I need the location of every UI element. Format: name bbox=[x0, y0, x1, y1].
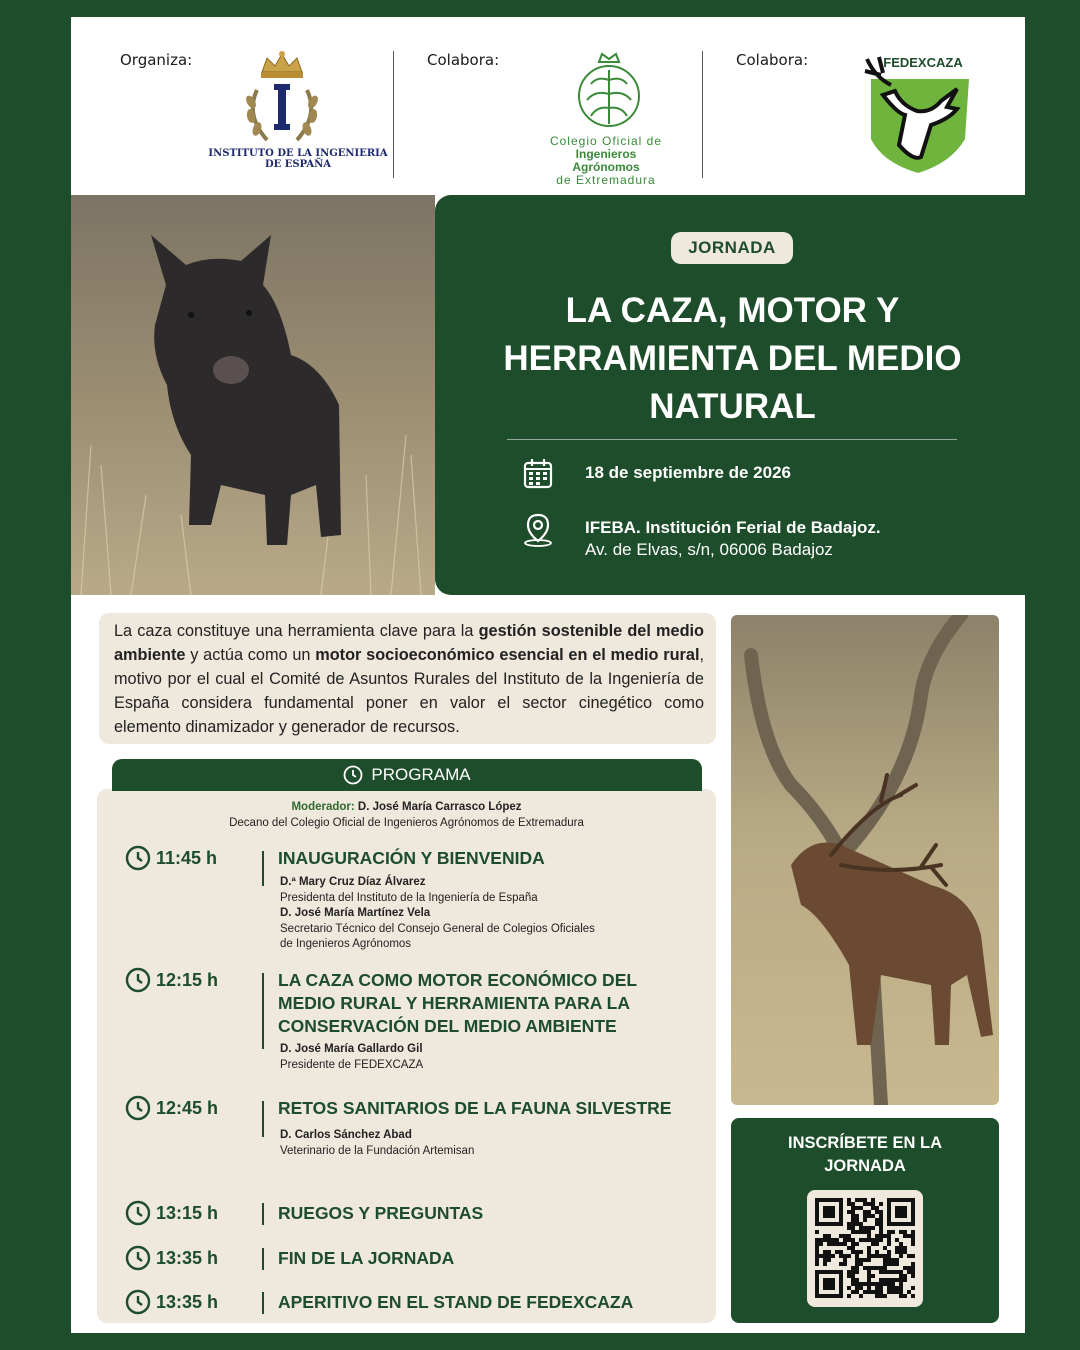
intro-text-2: y actúa como un bbox=[185, 646, 316, 664]
divider bbox=[262, 1248, 264, 1270]
event-hero bbox=[435, 195, 1025, 595]
calendar-icon bbox=[523, 457, 553, 489]
program-heading bbox=[112, 759, 702, 791]
slot-time bbox=[125, 1245, 218, 1271]
divider bbox=[393, 51, 394, 178]
slot-title: APERITIVO EN EL STAND DE FEDEXCAZA bbox=[278, 1292, 634, 1312]
fedexcaza-logo-icon bbox=[861, 53, 976, 175]
divider bbox=[507, 439, 957, 440]
event-type-badge: JORNADA bbox=[671, 232, 793, 264]
divider bbox=[262, 1292, 264, 1314]
speaker-role: de Ingenieros Agrónomos bbox=[280, 938, 412, 950]
location-pin-icon bbox=[522, 513, 554, 547]
divider bbox=[262, 1203, 264, 1225]
speaker-name: D. José María Martínez Vela bbox=[280, 907, 431, 919]
clock-icon bbox=[125, 1289, 151, 1315]
event-date: 18 de septiembre de 2026 bbox=[585, 463, 792, 482]
red-deer-photo bbox=[731, 615, 999, 1105]
intro-box bbox=[99, 613, 716, 744]
coiae-name bbox=[541, 135, 671, 187]
title-line3: NATURAL bbox=[649, 387, 816, 426]
slot-speakers bbox=[280, 1128, 700, 1159]
venue-address: Av. de Elvas, s/n, 06006 Badajoz bbox=[585, 540, 833, 559]
registration-line2: JORNADA bbox=[824, 1157, 906, 1175]
coiae-line3: de Extremadura bbox=[556, 173, 656, 187]
speaker-role: Presidenta del Instituto de la Ingeniería de España bbox=[280, 891, 538, 904]
slot-title: RUEGOS Y PREGUNTAS bbox=[278, 1203, 484, 1223]
organiza-label: Organiza: bbox=[120, 51, 193, 69]
coiae-line1: Colegio Oficial de bbox=[549, 134, 663, 148]
slot-time-label: 12:15 h bbox=[156, 969, 219, 990]
slot-time bbox=[125, 1095, 218, 1121]
colabora-label-2: Colabora: bbox=[736, 51, 809, 69]
program-box bbox=[97, 789, 716, 1323]
clock-icon bbox=[125, 967, 151, 993]
slot-time-label: 13:35 h bbox=[156, 1247, 219, 1268]
slot-time bbox=[125, 967, 218, 993]
slot-title: RETOS SANITARIOS DE LA FAUNA SILVESTRE bbox=[278, 1098, 672, 1118]
clock-icon bbox=[125, 845, 151, 871]
slot-title: FIN DE LA JORNADA bbox=[278, 1248, 455, 1268]
ie-name bbox=[193, 148, 403, 170]
slot-time-label: 12:45 h bbox=[156, 1097, 219, 1118]
divider bbox=[262, 851, 264, 886]
qr-code-icon[interactable] bbox=[815, 1198, 915, 1298]
fedexcaza-logo-text: FEDEXCAZA bbox=[883, 55, 963, 70]
clock-icon bbox=[343, 765, 363, 785]
slot-time bbox=[125, 845, 217, 871]
slot-title bbox=[278, 969, 708, 1038]
slot-time-label: 13:35 h bbox=[156, 1291, 219, 1312]
intro-text bbox=[114, 619, 704, 739]
coiae-crest-logo-icon bbox=[569, 50, 649, 132]
ie-crest-logo-icon bbox=[237, 50, 327, 148]
clock-icon bbox=[125, 1245, 151, 1271]
moderator-name: D. José María Carrasco López bbox=[354, 801, 522, 813]
moderator-label: Moderador: bbox=[291, 801, 355, 813]
colabora-label-1: Colabora: bbox=[427, 51, 500, 69]
divider bbox=[702, 51, 703, 178]
speaker-role: Secretario Técnico del Consejo General de Colegios Oficiales bbox=[280, 922, 595, 935]
slot-title-line: CONSERVACIÓN DEL MEDIO AMBIENTE bbox=[278, 1016, 617, 1036]
clock-icon bbox=[125, 1095, 151, 1121]
venue-name: IFEBA. Institución Ferial de Badajoz. bbox=[585, 518, 881, 537]
intro-text-3: , motivo por el cual el Comité de Asuntos Rurales del Instituto de la Ingeniería de España considera fundamental poner en valor el sector cinegético como elemento dinamizador y generador de recursos. bbox=[114, 646, 704, 736]
wild-boar-photo bbox=[71, 195, 435, 595]
slot-time bbox=[125, 1289, 218, 1315]
slot-time bbox=[125, 1200, 218, 1226]
title-line1: LA CAZA, MOTOR Y bbox=[565, 291, 900, 330]
intro-text-1: La caza constituye una herramienta clave para la bbox=[114, 622, 479, 640]
ie-name-line2: DE ESPAÑA bbox=[264, 159, 332, 170]
coiae-line2: Ingenieros Agrónomos bbox=[572, 147, 640, 174]
clock-icon bbox=[125, 1200, 151, 1226]
event-title bbox=[455, 287, 1010, 431]
speaker-role: Veterinario de la Fundación Artemisan bbox=[280, 1144, 475, 1157]
slot-title-line: LA CAZA COMO MOTOR ECONÓMICO DEL bbox=[278, 970, 638, 990]
intro-bold-2: motor socioeconómico esencial en el medio rural bbox=[315, 646, 700, 664]
slot-time-label: 11:45 h bbox=[156, 847, 218, 868]
program-heading-label: PROGRAMA bbox=[371, 765, 471, 784]
slot-title: INAUGURACIÓN Y BIENVENIDA bbox=[278, 848, 545, 868]
qr-code[interactable] bbox=[807, 1190, 923, 1307]
flyer bbox=[71, 17, 1025, 1333]
intro-bold-1: gestión sostenible del medio ambiente bbox=[114, 622, 704, 664]
registration-box bbox=[731, 1118, 999, 1323]
slot-title-line: MEDIO RURAL Y HERRAMIENTA PARA LA bbox=[278, 993, 630, 1013]
speaker-name: D. José María Gallardo Gil bbox=[280, 1043, 423, 1055]
divider bbox=[262, 1101, 264, 1137]
moderator bbox=[97, 801, 716, 813]
registration-title bbox=[731, 1132, 999, 1178]
moderator-role: Decano del Colegio Oficial de Ingenieros Agrónomos de Extremadura bbox=[229, 817, 584, 829]
sponsors-header bbox=[71, 17, 1025, 195]
speaker-name: D. Carlos Sánchez Abad bbox=[280, 1129, 412, 1141]
speaker-name: D.ª Mary Cruz Díaz Álvarez bbox=[280, 876, 426, 888]
slot-speakers bbox=[280, 875, 700, 953]
ie-name-line1: INSTITUTO DE LA INGENIERIA bbox=[208, 148, 388, 159]
event-location bbox=[585, 517, 881, 561]
divider bbox=[262, 973, 264, 1049]
slot-time-label: 13:15 h bbox=[156, 1202, 219, 1223]
speaker-role: Presidente de FEDEXCAZA bbox=[280, 1058, 424, 1071]
registration-line1: INSCRÍBETE EN LA bbox=[787, 1134, 942, 1152]
title-line2: HERRAMIENTA DEL MEDIO bbox=[503, 339, 962, 378]
slot-speakers bbox=[280, 1042, 700, 1073]
